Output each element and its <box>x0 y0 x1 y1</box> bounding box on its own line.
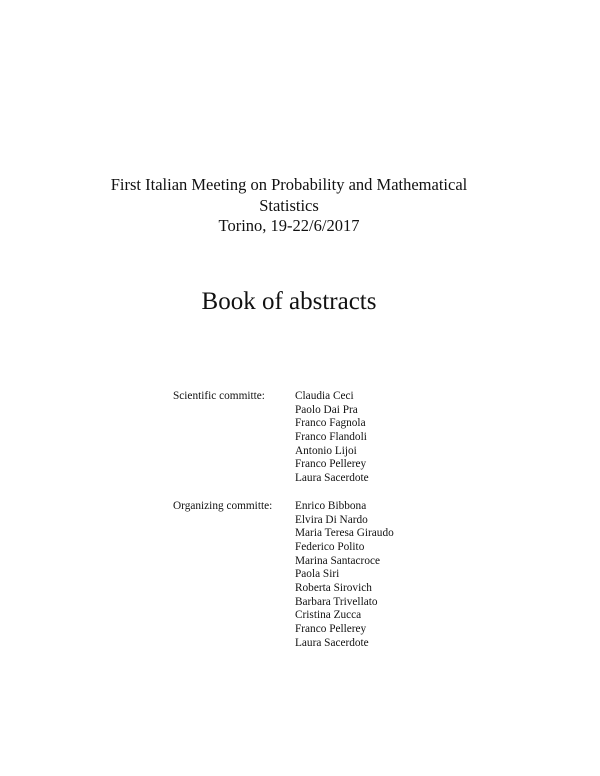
member: Elvira Di Nardo <box>295 513 368 526</box>
organizing-committee-label: Organizing committe: <box>173 500 273 512</box>
member: Franco Pellerey <box>295 622 367 635</box>
member: Franco Fagnola <box>295 417 366 430</box>
member: Paolo Dai Pra <box>295 403 358 416</box>
scientific-committee-label: Scientific committe: <box>173 390 265 402</box>
member: Cristina Zucca <box>295 609 362 622</box>
member: Enrico Bibbona <box>295 500 367 512</box>
title-line-2: Statistics <box>259 195 319 215</box>
member: Antonio Lijoi <box>295 444 357 457</box>
member: Maria Teresa Giraudo <box>295 527 394 540</box>
member: Claudia Ceci <box>295 390 354 402</box>
title-line-1: First Italian Meeting on Probability and Mathematical <box>110 175 468 194</box>
member: Laura Sacerdote <box>295 636 369 649</box>
organizing-committee-members <box>295 500 394 650</box>
member: Franco Flandoli <box>295 430 367 443</box>
member: Roberta Sirovich <box>295 581 372 594</box>
conference-title <box>0 175 578 237</box>
title-line-3: Torino, 19-22/6/2017 <box>218 216 360 235</box>
member: Laura Sacerdote <box>295 471 369 484</box>
scientific-committee-members <box>295 390 369 486</box>
member: Paola Siri <box>295 568 340 581</box>
member: Barbara Trivellato <box>295 595 378 608</box>
member: Marina Santacroce <box>295 554 380 567</box>
page-heading: Book of abstracts <box>201 288 377 315</box>
member: Franco Pellerey <box>295 458 367 471</box>
member: Federico Polito <box>295 540 365 553</box>
